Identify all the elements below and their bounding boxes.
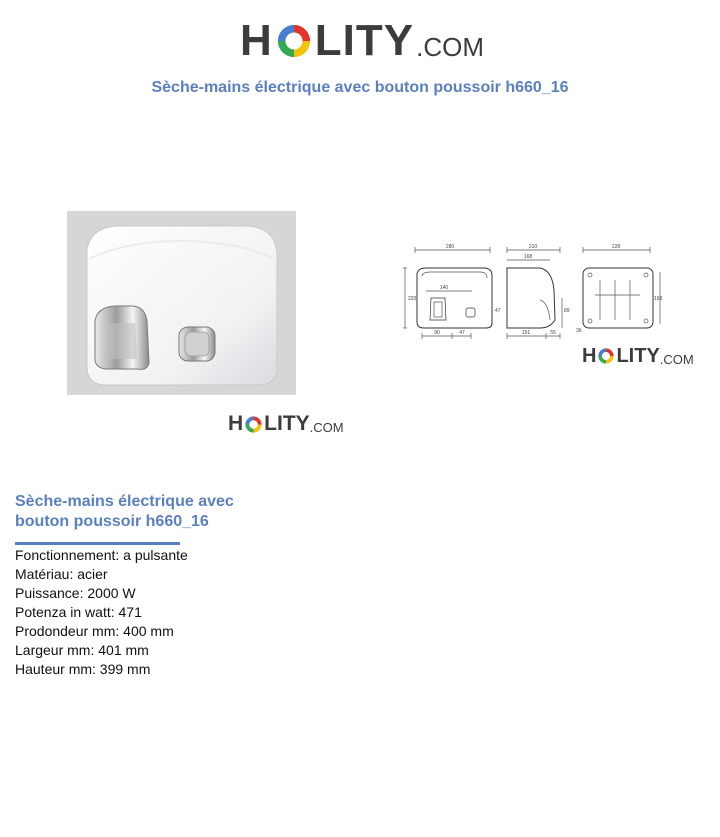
dim-front-height: 220 bbox=[408, 296, 417, 302]
logo-ring-icon bbox=[275, 22, 313, 60]
dim-side-inner: 168 bbox=[523, 254, 533, 260]
logo-ring-icon bbox=[597, 347, 615, 365]
dim-back-diag: 36 bbox=[576, 328, 582, 334]
product-title-line-1: Sèche-mains électrique avec bbox=[15, 493, 234, 510]
logo-letter-h: H bbox=[240, 16, 273, 65]
spec-wattage: Potenza in watt: 471 bbox=[15, 604, 142, 620]
spec-operation: Fonctionnement: a pulsante bbox=[15, 547, 188, 563]
product-title bbox=[15, 492, 275, 532]
hand-dryer-illustration bbox=[67, 211, 296, 395]
dim-front-bottom-a: 90 bbox=[434, 330, 440, 336]
photo-watermark-logo bbox=[228, 411, 344, 437]
title-underline bbox=[15, 542, 180, 545]
product-photo bbox=[67, 211, 296, 395]
dim-back-height: 168 bbox=[654, 296, 663, 302]
logo-domain: .COM bbox=[416, 31, 484, 62]
dim-side-a: 47 bbox=[495, 308, 501, 314]
spec-depth: Prodondeur mm: 400 mm bbox=[15, 623, 174, 639]
logo-domain: .COM bbox=[309, 419, 344, 435]
technical-drawing bbox=[400, 240, 663, 340]
spec-power: Puissance: 2000 W bbox=[15, 585, 136, 601]
dim-front-inner: 140 bbox=[439, 285, 449, 291]
spec-width: Largeur mm: 401 mm bbox=[15, 642, 149, 658]
dim-side-bottom-a: 151 bbox=[521, 330, 531, 336]
spec-height: Hauteur mm: 399 mm bbox=[15, 661, 151, 677]
dim-back-width: 228 bbox=[611, 244, 621, 250]
logo-letters-lity: LITY bbox=[616, 344, 660, 367]
logo-letters-lity: LITY bbox=[264, 412, 310, 435]
logo-ring-icon bbox=[244, 415, 263, 434]
dim-front-bottom-b: 47 bbox=[459, 330, 465, 336]
page-title: Sèche-mains électrique avec bouton poussoir h660_16 bbox=[151, 79, 569, 96]
back-view bbox=[583, 247, 660, 328]
product-title-line-2: bouton poussoir h660_16 bbox=[15, 513, 209, 530]
drawing-watermark-logo bbox=[582, 343, 694, 369]
logo-letter-h: H bbox=[582, 344, 597, 367]
logo-letter-h: H bbox=[228, 412, 244, 435]
dim-front-width: 280 bbox=[445, 244, 455, 250]
dim-side-top: 210 bbox=[528, 244, 538, 250]
side-view bbox=[507, 247, 562, 339]
spec-material: Matériau: acier bbox=[15, 566, 108, 582]
front-view bbox=[403, 247, 492, 339]
site-logo[interactable] bbox=[240, 16, 484, 66]
dim-side-bottom-b: 55 bbox=[550, 330, 556, 336]
dim-side-b: 89 bbox=[564, 308, 570, 314]
logo-domain: .COM bbox=[659, 351, 694, 367]
spec-list bbox=[15, 546, 188, 679]
logo-letters-lity: LITY bbox=[314, 16, 415, 65]
